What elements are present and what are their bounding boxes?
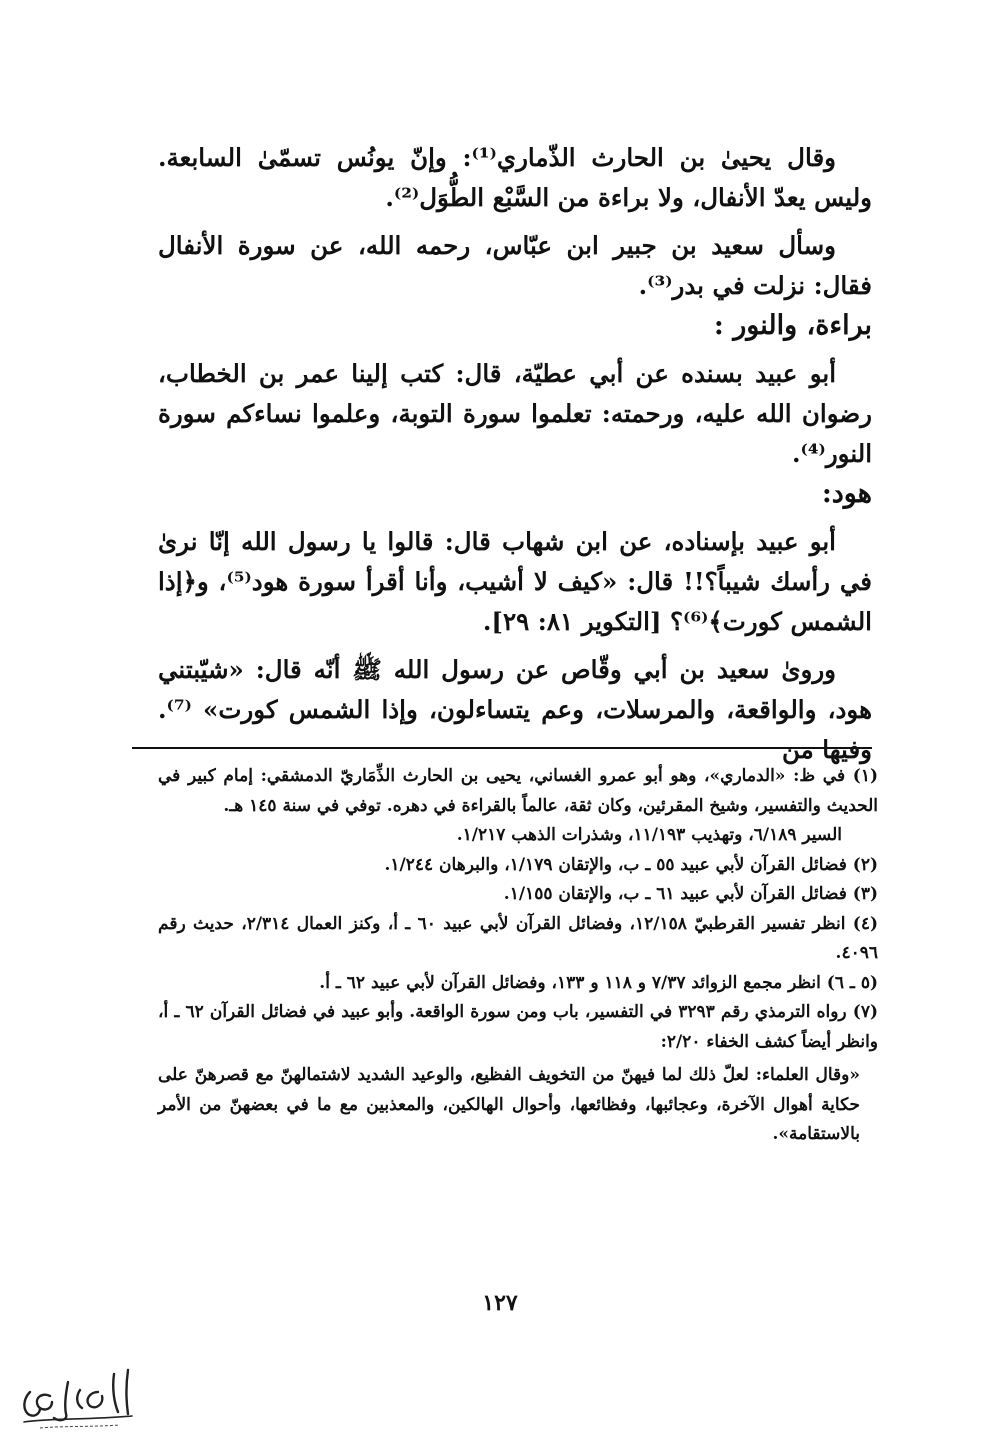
paragraph-yahya: وقال يحيىٰ بن الحارث الذّماري⁽¹⁾: وإنّ يونُس تسمّىٰ السابعة. وليس يعدّ الأنفال، ولا براءة من السَّبْع الطُّوَل⁽²⁾. (158, 143, 872, 212)
footnotes (158, 762, 878, 1150)
footnote-1: (١) في ظ: «الدماري»، وهو أبو عمرو الغساني، يحيى بن الحارث الذِّمَاريّ الدمشقي: إمام كبير في الحديث والتفسير، وشيخ المقرئين، وكان ثقة، عالماً بالقراءة في دهره. توفي في سنة ١٤٥ هـ. (158, 766, 878, 816)
footnote-2: (٢) فضائل القرآن لأبي عبيد ٥٥ ـ ب، والإتقان ١/١٧٩، والبرهان ١/٢٤٤. (384, 854, 878, 875)
footnote-4: (٤) انظر تفسير القرطبيّ ١٢/١٥٨، وفضائل القرآن لأبي عبيد ٦٠ ـ أ، وكنز العمال ٢/٣١٤، حديث رقم ٤٠٩٦. (158, 913, 878, 963)
page-number: ١٢٧ (482, 1290, 518, 1316)
footnote-3: (٣) فضائل القرآن لأبي عبيد ٦١ ـ ب، والإتقان ١/١٥٥. (503, 884, 878, 904)
paragraph-said-ibn-jubayr: وسأل سعيد بن جبير ابن عبّاس، رحمه الله، عن سورة الأنفال فقال: نزلت في بدر⁽³⁾. (158, 231, 872, 300)
footnote-1-references: السير ٦/١٨٩، وتهذيب ١١/١٩٣، وشذرات الذهب ١/٢١٧. (456, 825, 842, 845)
section-heading-hud: هود: (821, 478, 872, 509)
footnote-separator (132, 747, 872, 749)
footnote-7-quote: «وقال العلماء: لعلّ ذلك لما فيهنّ من التخويف الفظيع، والوعيد الشديد لاشتمالهنّ مع قصرهنّ على حكاية أهوال الآخرة، وعجائبها، وفظائعها، وأحوال الهالكين، والمعذبين مع ما في بعضهنّ من الأمر بالاستقامة». (158, 1065, 860, 1144)
paragraph-ibn-shihab: أبو عبيد بإسناده، عن ابن شهاب قال: قالوا يا رسول الله إنّا نرىٰ في رأسك شيباً؟!! قال: «كيف لا أشيب، وأنا أقرأ سورة هود⁽⁵⁾، و﴿إذا الشمس كورت﴾⁽⁶⁾؟ [التكوير ٨١: ٢٩]. (158, 527, 872, 636)
paragraph-said-ibn-abi-waqqas: وروىٰ سعيد بن أبي وقّاص عن رسول الله ﷺ أنّه قال: «شيّبتني هود، والواقعة، والمرسلات، وعم يتساءلون، وإذا الشمس كورت» ⁽⁷⁾. وفيها من (158, 655, 872, 764)
main-body-text (158, 138, 872, 770)
section-heading-baraa-nur: براءة، والنور : (713, 310, 872, 341)
footnote-5-6: (٥ ـ ٦) انظر مجمع الزوائد ٧/٣٧ و ١١٨ و ١٣٣، وفضائل القرآن لأبي عبيد ٦٢ ـ أ. (319, 972, 878, 993)
paragraph-abu-ubayd-umar: أبو عبيد بسنده عن أبي عطيّة، قال: كتب إلينا عمر بن الخطاب، رضوان الله عليه، ورحمته: تعلموا سورة التوبة، وعلموا نساءكم سورة النور⁽⁴⁾. (158, 359, 872, 468)
calligraphy-watermark-logo (10, 1362, 140, 1434)
footnote-7: (٧) رواه الترمذي رقم ٣٢٩٣ في التفسير، باب ومن سورة الواقعة. وأبو عبيد في فضائل القرآن ٦٢ ـ أ، وانظر أيضاً كشف الخفاء ٢/٢٠: (158, 1002, 878, 1052)
